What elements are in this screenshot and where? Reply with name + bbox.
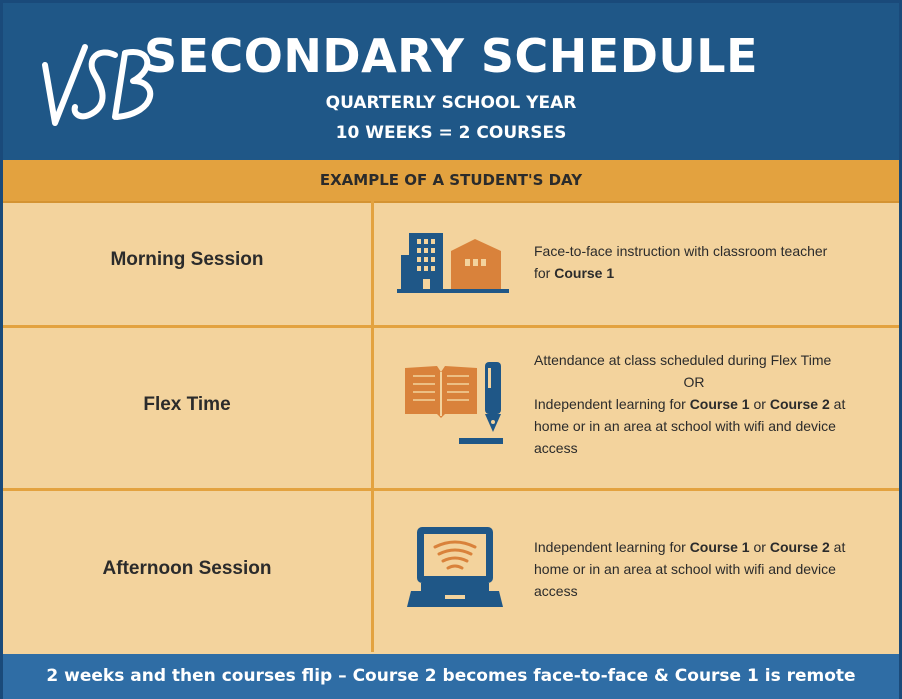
- desc-line: or: [749, 539, 770, 555]
- page-title: SECONDARY SCHEDULE: [143, 29, 758, 83]
- course-1-text: Course 1: [689, 396, 750, 412]
- header: [3, 3, 899, 160]
- footer-banner: [3, 654, 899, 699]
- desc-line: access: [534, 583, 578, 599]
- course-2-text: Course 2: [769, 396, 830, 412]
- flex-time-label: Flex Time: [143, 394, 231, 415]
- desc-line: for: [534, 265, 555, 281]
- afternoon-session-description: [534, 536, 874, 602]
- section-band-label: EXAMPLE OF A STUDENT'S DAY: [319, 171, 583, 189]
- subtitle-quarterly: QUARTERLY SCHOOL YEAR: [325, 93, 577, 113]
- section-band: [3, 160, 899, 203]
- desc-line: at: [829, 396, 846, 412]
- morning-session-description: [534, 240, 874, 284]
- desc-line: Attendance at class scheduled during Flex Time: [534, 352, 832, 368]
- footer-text: 2 weeks and then courses flip – Course 2 becomes face-to-face & Course 1 is remote: [46, 666, 856, 686]
- laptop-wifi-icon: [407, 523, 503, 613]
- course-1-text: Course 1: [554, 265, 615, 281]
- desc-line: home or in an area at school with wifi and device: [534, 561, 836, 577]
- row-divider: [3, 325, 899, 328]
- desc-line: access: [534, 440, 578, 456]
- course-1-text: Course 1: [689, 539, 750, 555]
- desc-line: at: [829, 539, 846, 555]
- school-buildings-icon: [397, 229, 511, 293]
- desc-line: Independent learning for: [534, 396, 690, 412]
- desc-line: Face-to-face instruction with classroom teacher: [534, 243, 828, 259]
- morning-session-label: Morning Session: [110, 249, 264, 270]
- or-text: OR: [683, 374, 705, 390]
- course-2-text: Course 2: [769, 539, 830, 555]
- column-divider: [371, 201, 374, 652]
- desc-line: or: [749, 396, 770, 412]
- desc-line: home or in an area at school with wifi and device: [534, 418, 836, 434]
- flex-time-description: [534, 349, 874, 459]
- afternoon-session-label: Afternoon Session: [102, 558, 272, 579]
- subtitle-weeks: 10 WEEKS = 2 COURSES: [335, 123, 567, 143]
- book-and-pen-icon: [401, 358, 511, 450]
- desc-line: Independent learning for: [534, 539, 690, 555]
- row-divider: [3, 488, 899, 491]
